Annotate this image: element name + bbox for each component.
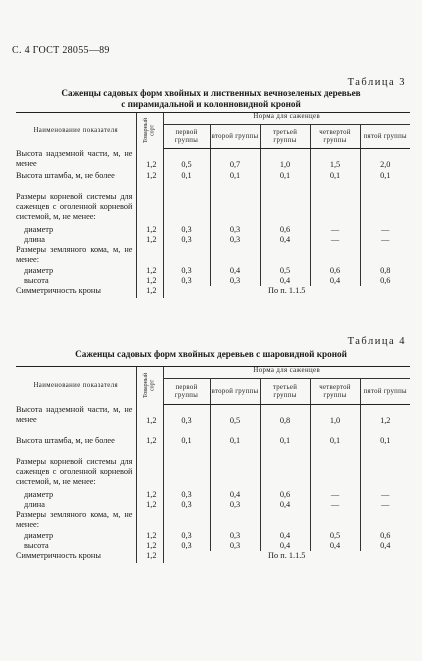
row-sort: 1,2 [136,286,163,298]
row-value-group-2: 0,1 [210,171,260,192]
row-label: Высота штамба, м, не более [16,170,115,180]
row-value-group-5 [360,245,410,266]
row-value-group-3: 0,4 [260,276,310,286]
row-sort: 1,2 [136,266,163,276]
row-value-group-2: 0,3 [210,276,260,286]
row-value-group-1 [163,510,210,531]
page-header: С. 4 ГОСТ 28055—89 [12,45,110,56]
row-value-group-2: 0,3 [210,500,260,510]
row-value-group-5: 0,1 [360,171,410,192]
table-row [16,276,410,286]
table-row [16,235,410,245]
table-row [16,171,410,192]
row-value-group-1 [163,457,210,490]
row-value-group-4: 0,6 [310,266,360,276]
row-value-group-1: 0,3 [163,405,210,436]
row-sort: 1,2 [136,500,163,510]
header-group-4: четвертой группы [310,379,360,405]
row-value-group-2: 0,3 [210,235,260,245]
header-group-3: третьей группы [260,379,310,405]
row-label: длина [24,499,45,509]
table-row [16,551,410,563]
row-value-group-1: 0,5 [163,149,210,171]
table-row [16,266,410,276]
row-value-group-1 [163,192,210,225]
row-sort: 1,2 [136,405,163,436]
row-label: Симметричность кроны [16,551,101,561]
row-value-group-3: 0,4 [260,500,310,510]
row-label: Симметричность кроны [16,286,101,296]
row-value-group-4: — [310,225,360,235]
row-value-group-5 [360,510,410,531]
row-value-group-3: 0,1 [260,436,310,457]
table-row [16,541,410,551]
row-value-group-4: 0,4 [310,276,360,286]
row-label: Размеры земляного кома, м, не менее: [16,509,133,530]
table-4 [16,366,410,563]
row-value-group-4 [310,245,360,266]
row-value-group-2 [210,457,260,490]
row-value-group-3: 0,4 [260,541,310,551]
row-value-group-3 [260,245,310,266]
row-value-group-5 [360,457,410,490]
row-value-group-3 [260,192,310,225]
row-value-group-4: 1,5 [310,149,360,171]
header-group-4: четвертой группы [310,125,360,149]
row-span-value: По п. 1.1.5 [163,551,410,563]
row-sort: 1,2 [136,531,163,541]
header-sort [136,367,163,405]
row-label: Высота штамба, м, не более [16,435,115,445]
row-value-group-1: 0,1 [163,171,210,192]
header-group-2: второй группы [210,379,260,405]
row-label: высота [24,541,49,551]
table-row [16,286,410,298]
row-sort: 1,2 [136,436,163,457]
row-value-group-5: 0,6 [360,531,410,541]
row-value-group-4 [310,510,360,531]
row-value-group-3: 0,8 [260,405,310,436]
header-indicator: Наименование показателя [16,367,136,405]
table-row [16,490,410,500]
header-sort-label: Товарный сорт [143,372,156,398]
header-group-5: пятой группы [360,379,410,405]
row-label: диаметр [24,489,54,499]
row-value-group-5: 0,8 [360,266,410,276]
table-row [16,510,410,531]
row-label: Размеры корневой системы для саженцев с оголенной корневой системой, м, не менее: [16,456,133,486]
header-group-2: второй группы [210,125,260,149]
table-row [16,245,410,266]
table-row [16,149,410,171]
table-3-number: Таблица 3 [347,77,406,88]
row-sort [136,457,163,490]
row-label: диаметр [24,265,54,275]
row-value-group-5: 0,1 [360,436,410,457]
row-value-group-5 [360,192,410,225]
row-value-group-3: 0,4 [260,531,310,541]
row-value-group-5: — [360,235,410,245]
row-span-value: По п. 1.1.5 [163,286,410,298]
row-value-group-2: 0,7 [210,149,260,171]
table-3-title-line2: с пирамидальной и колонновидной кроной [121,99,301,109]
row-value-group-1: 0,3 [163,266,210,276]
header-indicator: Наименование показателя [16,113,136,149]
row-value-group-2: 0,4 [210,490,260,500]
row-sort: 1,2 [136,235,163,245]
header-norm: Норма для саженцев [163,113,410,125]
row-value-group-3: 0,4 [260,235,310,245]
table-row [16,436,410,457]
row-value-group-3: 0,6 [260,225,310,235]
row-value-group-4: 0,5 [310,531,360,541]
row-value-group-3: 0,5 [260,266,310,276]
row-value-group-2 [210,510,260,531]
row-value-group-4: — [310,490,360,500]
table-3 [16,112,410,298]
row-sort: 1,2 [136,551,163,563]
row-value-group-5: 0,6 [360,276,410,286]
table-3-title-line1: Саженцы садовых форм хвойных и лиственных вечнозеленых деревьев [61,88,361,98]
row-value-group-4: — [310,500,360,510]
table-row [16,531,410,541]
row-value-group-4: — [310,235,360,245]
row-label: Высота надземной части, м, не менее [16,148,133,168]
row-value-group-1: 0,3 [163,541,210,551]
header-norm: Норма для саженцев [163,367,410,379]
row-value-group-1: 0,3 [163,490,210,500]
row-sort: 1,2 [136,171,163,192]
row-sort: 1,2 [136,149,163,171]
table-row [16,500,410,510]
row-sort: 1,2 [136,541,163,551]
table-row [16,457,410,490]
row-value-group-3 [260,457,310,490]
row-value-group-4: 0,1 [310,436,360,457]
row-value-group-4: 0,4 [310,541,360,551]
row-label: длина [24,234,45,244]
row-value-group-2 [210,245,260,266]
table-row [16,192,410,225]
row-value-group-3: 0,6 [260,490,310,500]
row-sort [136,192,163,225]
header-sort-label: Товарный сорт [143,117,156,143]
row-value-group-5: 2,0 [360,149,410,171]
row-value-group-1 [163,245,210,266]
row-sort: 1,2 [136,225,163,235]
row-value-group-1: 0,3 [163,500,210,510]
table-row [16,225,410,235]
row-sort [136,245,163,266]
table-4-number: Таблица 4 [347,336,406,347]
table-3-title [14,88,408,110]
row-value-group-2: 0,5 [210,405,260,436]
row-value-group-4: 1,0 [310,405,360,436]
row-label: Размеры корневой системы для саженцев с оголенной корневой системой, м, не менее: [16,191,133,221]
row-value-group-3: 1,0 [260,149,310,171]
row-value-group-2: 0,3 [210,531,260,541]
row-value-group-2: 0,4 [210,266,260,276]
row-value-group-2: 0,3 [210,225,260,235]
header-group-3: третьей группы [260,125,310,149]
header-sort [136,113,163,149]
table-4-title [14,349,408,360]
table-4-title-line1: Саженцы садовых форм хвойных деревьев с шаровидной кроной [75,349,347,359]
row-label: диаметр [24,530,54,540]
row-label: диаметр [24,224,54,234]
row-value-group-4: 0,1 [310,171,360,192]
row-value-group-4 [310,192,360,225]
row-sort [136,510,163,531]
row-label: высота [24,276,49,286]
row-sort: 1,2 [136,276,163,286]
row-value-group-2 [210,192,260,225]
row-sort: 1,2 [136,490,163,500]
row-label: Высота надземной части, м, не менее [16,404,133,424]
table-row [16,405,410,436]
row-value-group-1: 0,3 [163,531,210,541]
row-value-group-1: 0,3 [163,235,210,245]
row-value-group-1: 0,3 [163,276,210,286]
row-value-group-2: 0,1 [210,436,260,457]
row-value-group-1: 0,3 [163,225,210,235]
row-value-group-1: 0,1 [163,436,210,457]
row-label: Размеры земляного кома, м, не менее: [16,244,133,265]
row-value-group-3 [260,510,310,531]
row-value-group-5: — [360,500,410,510]
header-group-1: первой группы [163,379,210,405]
row-value-group-2: 0,3 [210,541,260,551]
row-value-group-3: 0,1 [260,171,310,192]
row-value-group-4 [310,457,360,490]
row-value-group-5: — [360,225,410,235]
row-value-group-5: 0,4 [360,541,410,551]
header-group-5: пятой группы [360,125,410,149]
row-value-group-5: 1,2 [360,405,410,436]
header-group-1: первой группы [163,125,210,149]
row-value-group-5: — [360,490,410,500]
